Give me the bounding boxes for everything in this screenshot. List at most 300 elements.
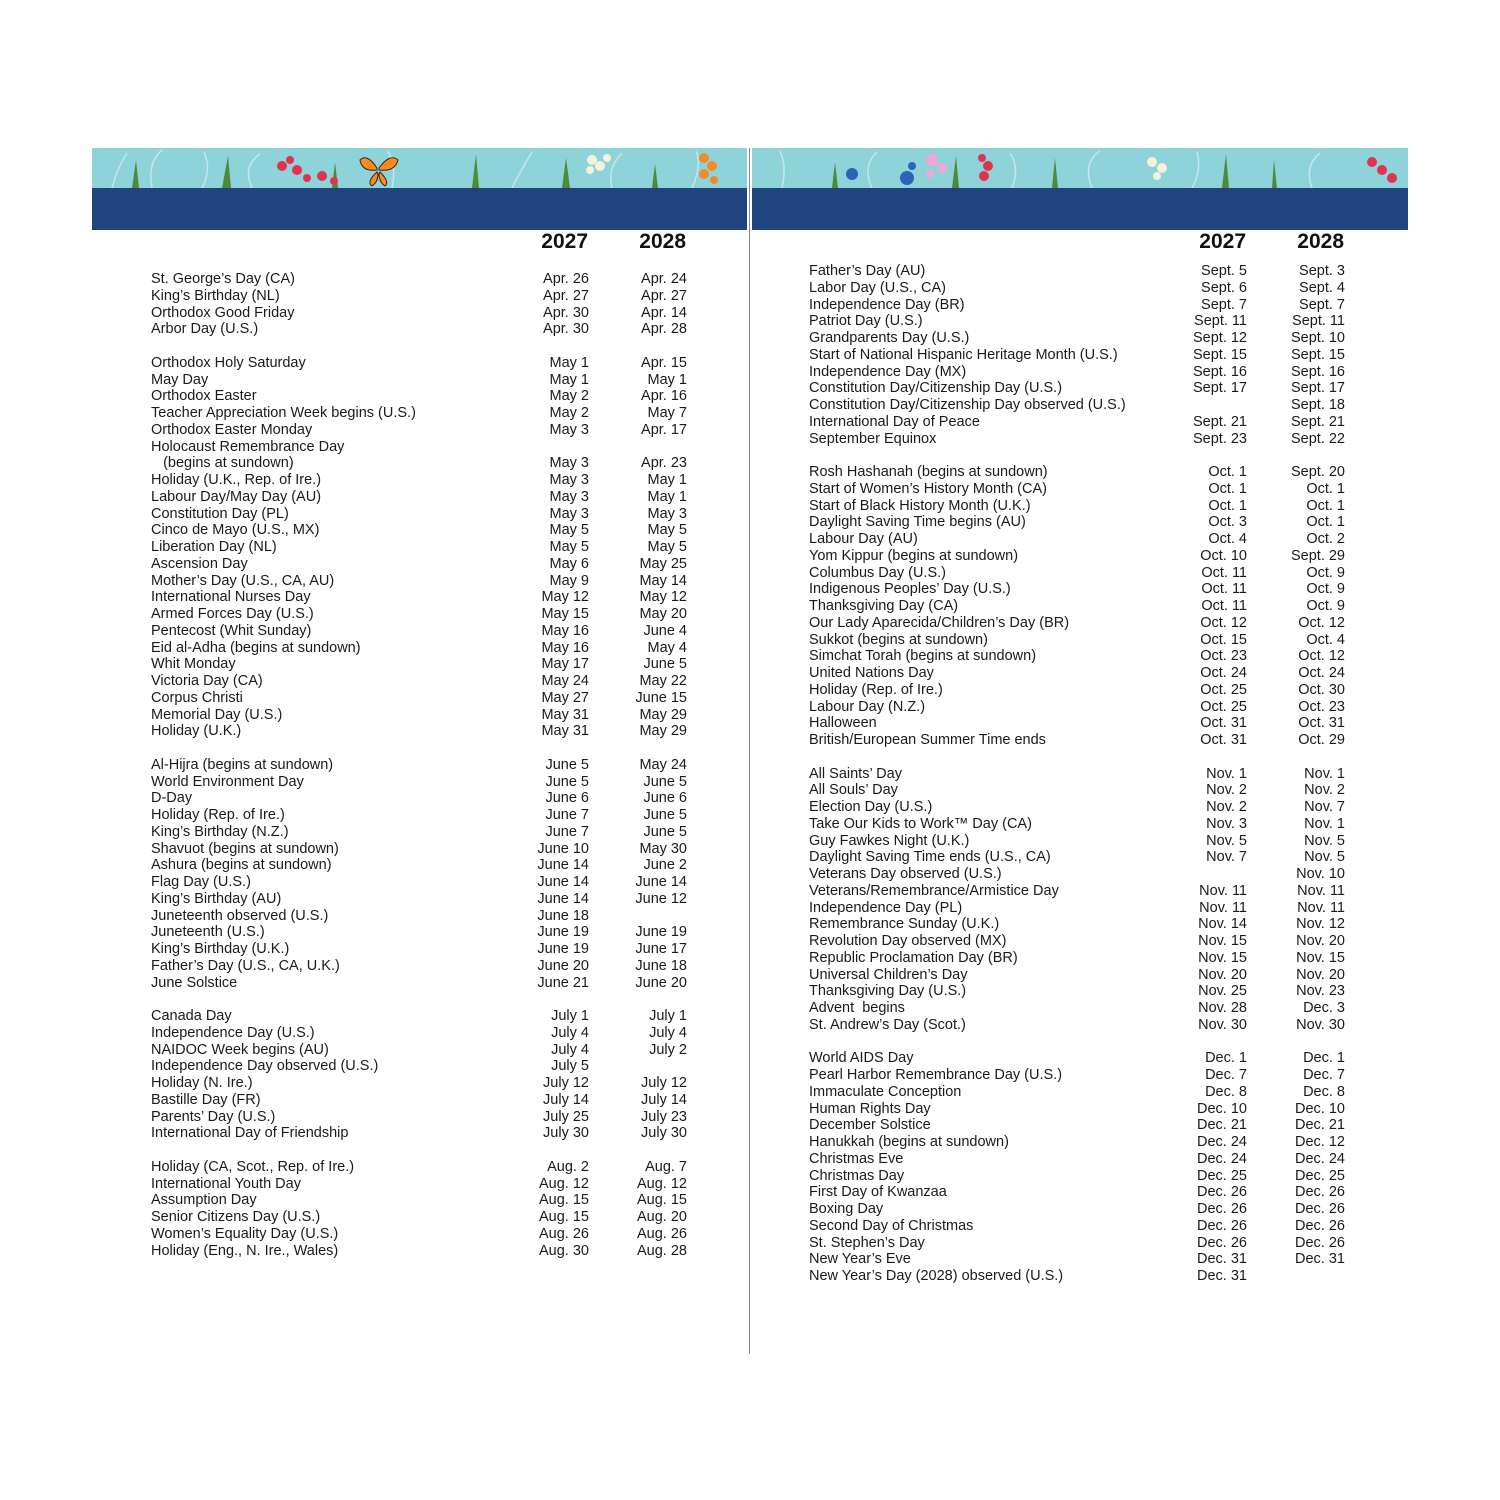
holiday-row (151, 1058, 691, 1075)
date-2028: Sept. 20 (1290, 464, 1345, 480)
date-2027: Oct. 1 (1208, 497, 1247, 514)
holiday-name: Memorial Day (U.S.) (151, 706, 283, 723)
date-2027: Oct. 10 (1200, 547, 1247, 564)
section-gap (151, 338, 691, 355)
date-2027: May 17 (541, 656, 589, 673)
holiday-name: International Youth Day (151, 1175, 301, 1192)
holiday-name: King’s Birthday (NL) (151, 287, 280, 304)
holiday-name: Senior Citizens Day (U.S.) (151, 1209, 321, 1225)
holiday-row (809, 1218, 1349, 1235)
date-2028: Sept. 11 (1292, 313, 1345, 330)
holiday-row (151, 372, 691, 389)
date-2028: Sept. 10 (1290, 330, 1345, 346)
date-2028: June 5 (643, 807, 687, 823)
holiday-name: Ascension Day (151, 555, 248, 572)
holiday-row (809, 967, 1349, 984)
holiday-row (151, 556, 691, 573)
holiday-row (809, 330, 1349, 347)
date-2028: Nov. 2 (1304, 782, 1345, 799)
holiday-row (151, 1109, 691, 1126)
date-2027: July 5 (551, 1058, 589, 1075)
date-2028: Oct. 1 (1306, 480, 1345, 497)
holiday-row (151, 589, 691, 606)
holiday-name: Labor Day (U.S., CA) (809, 279, 946, 296)
date-2028: June 6 (643, 790, 687, 807)
date-2028: Oct. 12 (1298, 648, 1345, 665)
header-band-right (752, 188, 1408, 230)
date-2028: Nov. 12 (1296, 916, 1345, 933)
holiday-row (809, 682, 1349, 699)
holiday-row (809, 950, 1349, 967)
holiday-name: Revolution Day observed (MX) (809, 933, 1007, 949)
holiday-name: Pearl Harbor Remembrance Day (U.S.) (809, 1067, 1063, 1083)
holiday-name: St. Stephen’s Day (809, 1234, 925, 1251)
date-2028: Sept. 16 (1290, 363, 1345, 380)
date-2027: Aug. 15 (539, 1209, 589, 1225)
holiday-name: Hanukkah (begins at sundown) (809, 1134, 1009, 1150)
holiday-row (809, 514, 1349, 531)
date-2028: Aug. 12 (637, 1175, 687, 1192)
date-2028: Aug. 26 (637, 1225, 687, 1242)
holiday-name: Election Day (U.S.) (809, 799, 933, 815)
date-2028: Apr. 16 (641, 388, 687, 405)
date-2028: July 30 (641, 1125, 687, 1142)
holiday-row (151, 1209, 691, 1226)
holiday-row (809, 1151, 1349, 1168)
holiday-row (151, 455, 691, 472)
date-2028: Sept. 17 (1290, 380, 1345, 397)
holiday-row (809, 916, 1349, 933)
holiday-row (151, 857, 691, 874)
date-2028: Dec. 26 (1295, 1184, 1345, 1201)
date-2028: June 20 (635, 974, 687, 991)
holiday-row (809, 665, 1349, 682)
date-2027: Nov. 11 (1199, 882, 1247, 899)
date-2027: Dec. 7 (1205, 1067, 1247, 1083)
holiday-row (151, 774, 691, 791)
holiday-row (809, 414, 1349, 431)
holiday-row (809, 900, 1349, 917)
date-2027: May 3 (549, 472, 589, 488)
date-2027: Oct. 23 (1200, 648, 1247, 665)
holiday-row (151, 958, 691, 975)
holiday-name: King’s Birthday (U.K.) (151, 941, 290, 957)
holiday-row (809, 715, 1349, 732)
holiday-row (151, 388, 691, 405)
date-2027: May 24 (541, 673, 589, 689)
section-gap (151, 740, 691, 757)
date-2027: July 25 (543, 1108, 589, 1125)
holiday-name: September Equinox (809, 430, 937, 447)
date-2028: Nov. 30 (1296, 1016, 1345, 1033)
date-2028: June 5 (643, 823, 687, 840)
year-header-right-2028: 2028 (1297, 230, 1344, 253)
holiday-row (809, 565, 1349, 582)
holiday-row (809, 1117, 1349, 1134)
date-2028: Dec. 24 (1295, 1150, 1345, 1167)
holiday-row (151, 439, 691, 456)
date-2027: May 31 (541, 723, 589, 740)
date-2027: Sept. 6 (1201, 279, 1247, 296)
holiday-name: Constitution Day/Citizenship Day observed (U.S.) (809, 397, 1126, 413)
holiday-row (151, 707, 691, 724)
holiday-list-left (151, 271, 691, 1259)
date-2028: Dec. 26 (1295, 1217, 1345, 1234)
holiday-row (151, 355, 691, 372)
date-2027: Dec. 26 (1197, 1217, 1247, 1234)
holiday-name: Holiday (Rep. of Ire.) (151, 807, 285, 823)
holiday-name: NAIDOC Week begins (AU) (151, 1041, 329, 1058)
floral-banner-right (752, 148, 1408, 188)
date-2028: Nov. 20 (1296, 933, 1345, 949)
holiday-name: Start of National Hispanic Heritage Month (U.S.) (809, 346, 1118, 363)
holiday-name: New Year’s Day (2028) observed (U.S.) (809, 1268, 1064, 1284)
date-2028: Dec. 21 (1295, 1117, 1345, 1134)
date-2027: June 6 (545, 790, 589, 807)
holiday-row (809, 347, 1349, 364)
holiday-name: Holiday (U.K., Rep. of Ire.) (151, 472, 322, 488)
date-2027: Aug. 26 (539, 1225, 589, 1242)
date-2027: Dec. 21 (1197, 1117, 1247, 1134)
holiday-row (809, 615, 1349, 632)
holiday-name: Armed Forces Day (U.S.) (151, 606, 314, 622)
date-2027: Nov. 2 (1206, 799, 1247, 815)
holiday-row (809, 380, 1349, 397)
date-2028: Dec. 8 (1303, 1083, 1345, 1100)
holiday-row (151, 790, 691, 807)
holiday-name: December Solstice (809, 1117, 931, 1134)
holiday-row (151, 623, 691, 640)
holiday-row (809, 1067, 1349, 1084)
date-2027: Nov. 20 (1198, 966, 1247, 983)
holiday-row (151, 305, 691, 322)
date-2027: Nov. 7 (1206, 849, 1247, 866)
holiday-row (151, 1243, 691, 1260)
holiday-row (809, 263, 1349, 280)
date-2028: Dec. 31 (1295, 1251, 1345, 1268)
holiday-name: King’s Birthday (N.Z.) (151, 823, 289, 840)
date-2028: Aug. 20 (637, 1209, 687, 1225)
date-2028: June 19 (635, 924, 687, 941)
holiday-row (151, 941, 691, 958)
holiday-row (809, 531, 1349, 548)
holiday-name: Orthodox Good Friday (151, 304, 295, 321)
holiday-row (809, 766, 1349, 783)
date-2028: Dec. 1 (1303, 1050, 1345, 1067)
holiday-name: Cinco de Mayo (U.S., MX) (151, 522, 320, 539)
date-2028: Nov. 11 (1297, 882, 1345, 899)
holiday-name: Yom Kippur (begins at sundown) (809, 547, 1019, 564)
holiday-row (151, 924, 691, 941)
date-2028: Dec. 25 (1295, 1167, 1345, 1184)
date-2028: Aug. 15 (637, 1192, 687, 1209)
date-2027: May 1 (549, 354, 589, 371)
holiday-row (151, 422, 691, 439)
holiday-name: St. Andrew’s Day (Scot.) (809, 1016, 966, 1033)
date-2028: June 18 (635, 957, 687, 974)
holiday-row (809, 548, 1349, 565)
date-2028: Oct. 23 (1298, 698, 1345, 715)
holiday-name: Columbus Day (U.S.) (809, 564, 946, 581)
date-2027: Apr. 26 (543, 271, 589, 287)
date-2027: June 10 (537, 840, 589, 857)
holiday-name: Grandparents Day (U.S.) (809, 330, 970, 346)
holiday-name: Independence Day observed (U.S.) (151, 1058, 379, 1075)
holiday-row (809, 481, 1349, 498)
holiday-name: St. George’s Day (CA) (151, 271, 295, 287)
date-2028: Apr. 17 (641, 421, 687, 438)
date-2027: Dec. 31 (1197, 1268, 1247, 1284)
floral-banner-left (92, 148, 747, 188)
date-2028: May 5 (647, 522, 687, 539)
date-2028: Nov. 5 (1304, 832, 1345, 849)
holiday-row (809, 983, 1349, 1000)
holiday-row (809, 1000, 1349, 1017)
holiday-row (151, 807, 691, 824)
date-2027: Apr. 27 (543, 287, 589, 304)
date-2027: June 21 (537, 974, 589, 991)
date-2028: Oct. 29 (1298, 732, 1345, 748)
holiday-name: Orthodox Easter (151, 388, 257, 405)
holiday-row (151, 489, 691, 506)
date-2028: Oct. 12 (1298, 614, 1345, 631)
holiday-list-right (809, 263, 1349, 1285)
date-2028: Sept. 18 (1290, 397, 1345, 413)
holiday-row (809, 297, 1349, 314)
holiday-name: June Solstice (151, 974, 238, 991)
holiday-row (151, 321, 691, 338)
date-2027: Sept. 23 (1192, 430, 1247, 447)
date-2027: Nov. 3 (1206, 815, 1247, 832)
holiday-row (809, 1134, 1349, 1151)
holiday-name: Constitution Day/Citizenship Day (U.S.) (809, 380, 1063, 397)
year-header-left-2028: 2028 (639, 230, 686, 253)
holiday-row (151, 1176, 691, 1193)
date-2028: May 1 (647, 472, 687, 488)
date-2027: June 7 (545, 807, 589, 823)
holiday-name: International Nurses Day (151, 589, 311, 606)
date-2027: Dec. 8 (1205, 1083, 1247, 1100)
date-2027: July 14 (543, 1091, 589, 1108)
date-2028: Oct. 9 (1306, 581, 1345, 598)
holiday-row (151, 1042, 691, 1059)
date-2027: Oct. 15 (1200, 631, 1247, 648)
holiday-name: Second Day of Christmas (809, 1217, 974, 1234)
date-2027: Nov. 2 (1206, 782, 1247, 799)
date-2027: Sept. 7 (1201, 296, 1247, 313)
holiday-row (809, 1201, 1349, 1218)
date-2028: May 7 (647, 405, 687, 421)
holiday-row (151, 757, 691, 774)
date-2028: Sept. 22 (1290, 430, 1345, 447)
date-2027: June 19 (537, 941, 589, 957)
holiday-row (151, 405, 691, 422)
holiday-name: Women’s Equality Day (U.S.) (151, 1225, 339, 1242)
holiday-row (151, 1025, 691, 1042)
holiday-row (809, 581, 1349, 598)
date-2027: Nov. 14 (1198, 916, 1247, 933)
date-2027: May 5 (549, 539, 589, 555)
date-2027: June 7 (545, 823, 589, 840)
date-2027: Oct. 1 (1208, 480, 1247, 497)
holiday-name: Mother’s Day (U.S., CA, AU) (151, 572, 335, 589)
holiday-row (809, 1168, 1349, 1185)
date-2027: June 5 (545, 756, 589, 773)
holiday-name: Holiday (Eng., N. Ire., Wales) (151, 1242, 339, 1259)
date-2027: Apr. 30 (543, 321, 589, 338)
section-gap (809, 1034, 1349, 1051)
holiday-name: Pentecost (Whit Sunday) (151, 622, 312, 639)
holiday-name: Eid al-Adha (begins at sundown) (151, 639, 361, 656)
holiday-row (151, 975, 691, 992)
date-2028: June 14 (635, 874, 687, 890)
date-2027: July 4 (551, 1024, 589, 1041)
date-2028: July 12 (641, 1075, 687, 1091)
date-2028: May 25 (639, 555, 687, 572)
holiday-row (151, 656, 691, 673)
date-2027: May 15 (541, 606, 589, 622)
holiday-name: Start of Women’s History Month (CA) (809, 480, 1047, 497)
date-2027: Nov. 28 (1198, 1000, 1247, 1016)
section-gap (809, 447, 1349, 464)
date-2028: Nov. 20 (1296, 966, 1345, 983)
holiday-name: King’s Birthday (AU) (151, 890, 282, 907)
date-2027: Oct. 3 (1208, 514, 1247, 531)
holiday-name: Christmas Eve (809, 1150, 904, 1167)
holiday-name: Indigenous Peoples’ Day (U.S.) (809, 581, 1011, 598)
holiday-name: Juneteenth observed (U.S.) (151, 907, 329, 924)
date-2027: Sept. 11 (1194, 313, 1247, 330)
date-2027: Aug. 12 (539, 1175, 589, 1192)
date-2027: June 14 (537, 857, 589, 874)
holiday-row (809, 1235, 1349, 1252)
holiday-name: World AIDS Day (809, 1050, 914, 1067)
date-2028: Dec. 26 (1295, 1234, 1345, 1251)
holiday-row (151, 1159, 691, 1176)
date-2028: Apr. 28 (641, 321, 687, 338)
date-2028: June 17 (635, 941, 687, 957)
holiday-name: Corpus Christi (151, 689, 243, 706)
holiday-row (151, 841, 691, 858)
holiday-name: Labour Day (N.Z.) (809, 698, 926, 715)
holiday-name: Al-Hijra (begins at sundown) (151, 756, 334, 773)
holiday-name: British/European Summer Time ends (809, 732, 1046, 748)
date-2027: May 3 (549, 505, 589, 522)
holiday-row (151, 1125, 691, 1142)
holiday-name: Holiday (U.K.) (151, 723, 242, 740)
holiday-row (809, 648, 1349, 665)
date-2027: May 3 (549, 421, 589, 438)
date-2028: May 24 (639, 756, 687, 773)
holiday-name: Daylight Saving Time ends (U.S., CA) (809, 849, 1051, 866)
holiday-row (151, 874, 691, 891)
date-2028: Aug. 7 (645, 1158, 687, 1175)
section-gap (151, 991, 691, 1008)
date-2027: July 12 (543, 1075, 589, 1091)
date-2028: Dec. 10 (1295, 1100, 1345, 1117)
date-2027: Oct. 4 (1208, 531, 1247, 547)
date-2028: Nov. 1 (1304, 815, 1345, 832)
date-2027: Sept. 16 (1192, 363, 1247, 380)
holiday-row (809, 1017, 1349, 1034)
holiday-row (809, 1101, 1349, 1118)
date-2028: May 1 (647, 371, 687, 388)
date-2027: May 12 (541, 589, 589, 606)
holiday-name: Victoria Day (CA) (151, 673, 263, 689)
date-2027: Oct. 11 (1201, 564, 1247, 581)
holiday-name: Take Our Kids to Work™ Day (CA) (809, 815, 1032, 832)
holiday-row (809, 799, 1349, 816)
date-2028: Apr. 14 (641, 304, 687, 321)
date-2028: Apr. 15 (641, 354, 687, 371)
holiday-row (151, 1075, 691, 1092)
date-2028: Oct. 24 (1298, 665, 1345, 681)
date-2028: Dec. 12 (1295, 1134, 1345, 1150)
holiday-row (809, 498, 1349, 515)
holiday-row (151, 288, 691, 305)
date-2027: July 30 (543, 1125, 589, 1142)
holiday-row (809, 313, 1349, 330)
holiday-name: Immaculate Conception (809, 1083, 962, 1100)
holiday-name: Veterans Day observed (U.S.) (809, 866, 1002, 882)
date-2027: Nov. 25 (1198, 983, 1247, 1000)
date-2028: Sept. 15 (1290, 346, 1345, 363)
date-2028: May 22 (639, 673, 687, 689)
holiday-row (809, 1084, 1349, 1101)
date-2027: July 4 (551, 1041, 589, 1058)
date-2027: Oct. 11 (1201, 581, 1247, 598)
holiday-name: First Day of Kwanzaa (809, 1184, 947, 1201)
holiday-name: Liberation Day (NL) (151, 539, 277, 555)
holiday-row (151, 573, 691, 590)
date-2028: Sept. 21 (1290, 413, 1345, 430)
date-2028: July 1 (649, 1008, 687, 1024)
date-2027: May 3 (549, 488, 589, 505)
holiday-name: Republic Proclamation Day (BR) (809, 949, 1018, 966)
date-2028: Apr. 23 (641, 455, 687, 472)
holiday-name: Halloween (809, 715, 877, 732)
date-2028: June 5 (643, 656, 687, 673)
year-header-left-2027: 2027 (541, 230, 588, 253)
date-2027: June 20 (537, 957, 589, 974)
holiday-name: Independence Day (PL) (809, 899, 963, 916)
holiday-name: Veterans/Remembrance/Armistice Day (809, 882, 1059, 899)
holiday-row (151, 908, 691, 925)
date-2027: May 2 (549, 388, 589, 405)
holiday-row (809, 1050, 1349, 1067)
date-2028: Dec. 26 (1295, 1201, 1345, 1217)
holiday-row (809, 849, 1349, 866)
date-2028: Oct. 2 (1306, 531, 1345, 547)
holiday-name: International Day of Friendship (151, 1125, 349, 1142)
holiday-name: Holiday (CA, Scot., Rep. of Ire.) (151, 1158, 355, 1175)
holiday-name: Shavuot (begins at sundown) (151, 840, 339, 857)
holiday-row (809, 883, 1349, 900)
holiday-name: Orthodox Easter Monday (151, 421, 313, 438)
holiday-row (809, 833, 1349, 850)
date-2027: May 9 (549, 572, 589, 589)
date-2028: Nov. 1 (1304, 765, 1345, 782)
holiday-name: Daylight Saving Time begins (AU) (809, 514, 1026, 531)
date-2028: June 4 (643, 622, 687, 639)
holiday-name: Orthodox Holy Saturday (151, 354, 306, 371)
date-2027: Aug. 2 (547, 1158, 589, 1175)
date-2028: Oct. 1 (1306, 514, 1345, 531)
holiday-row (151, 271, 691, 288)
holiday-row (809, 464, 1349, 481)
date-2028: Oct. 1 (1306, 497, 1345, 514)
holiday-name: Assumption Day (151, 1192, 257, 1209)
